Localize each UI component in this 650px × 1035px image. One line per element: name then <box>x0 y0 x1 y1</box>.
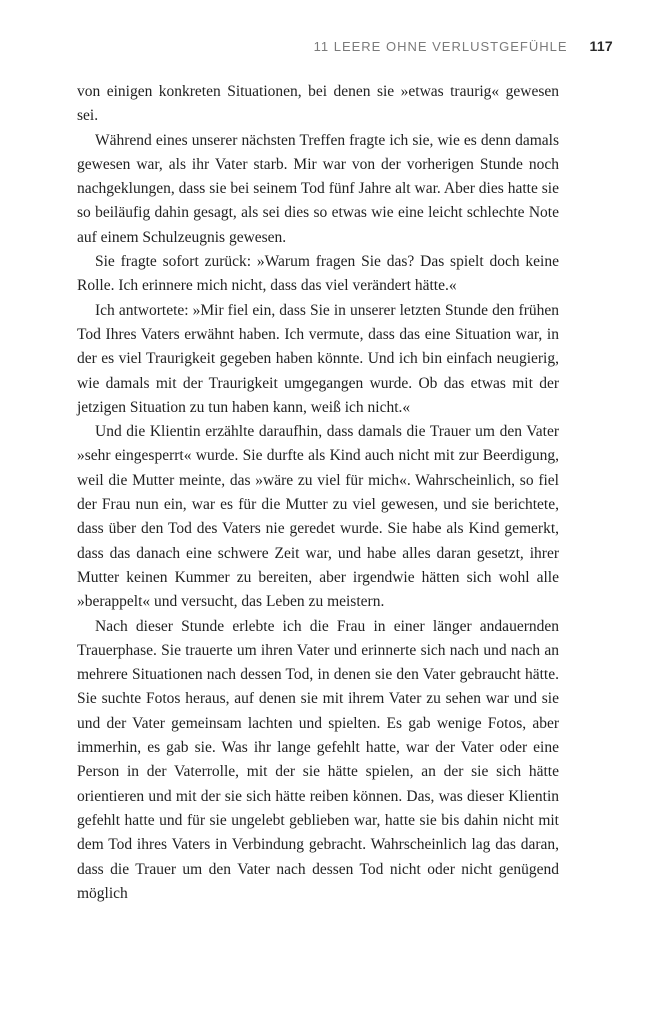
paragraph: Sie fragte sofort zurück: »Warum fragen Sie das? Das spielt doch keine Rolle. Ich erinnere mich nicht, dass das viel verändert hätte.« <box>77 253 559 295</box>
paragraph: Während eines unserer nächsten Treffen fragte ich sie, wie es denn damals gewesen war, als ihr Vater starb. Mir war von der vorherigen Stunde noch nachgeklungen, dass sie bei seinem Tod fünf Jahre alt war. Aber dies hatte sie so beiläufig dahin gesagt, als sei dies so etwas wie eine leicht schlechte Note auf einem Schulzeugnis gewesen. <box>77 131 559 246</box>
body-text <box>77 80 559 906</box>
paragraph: Ich antwortete: »Mir fiel ein, dass Sie in unserer letzten Stunde den frühen Tod Ihres Vaters erwähnt haben. Ich vermute, dass das eine Situation war, in der es viel Traurigkeit gegeben haben könnte. Und ich bin einfach neugierig, wie damals mit der Traurigkeit umgegangen wurde. Ob das etwas mit der jetzigen Situation zu tun haben kann, weiß ich nicht.« <box>77 301 559 416</box>
paragraph: Nach dieser Stunde erlebte ich die Frau in einer länger andauernden Trauerphase. Sie trauerte um ihren Vater und erinnerte sich nach und nach an mehrere Situationen nach dessen Tod, in denen sie den Vater gebraucht hätte. Sie suchte Fotos heraus, auf denen sie mit ihrem Vater zu sehen war und sie und der Vater gemeinsam lachten und spielten. Es gab wenige Fotos, aber immerhin, es gab sie. Was ihr lange gefehlt hatte, war der Vater oder eine Person in der Vaterrolle, mit der sie hätte spielen, an der sie sich hätte orientieren und mit der sie sich hätte reiben können. Das, was dieser Klientin gefehlt hatte und für sie ungelebt geblieben war, hatte sie bis dahin nicht mit dem Tod ihres Vaters in Verbindung gebracht. Wahrscheinlich lag das daran, dass die Trauer um den Vater nach dessen Tod nicht oder nicht genügend möglich <box>77 617 559 902</box>
running-head <box>314 38 613 54</box>
paragraph: Und die Klientin erzählte daraufhin, dass damals die Trauer um den Vater »sehr eingesperrt« wurde. Sie durfte als Kind auch nicht mit zur Beerdigung, weil die Mutter meinte, das »wäre zu viel für mich«. Wahrscheinlich, so fiel der Frau nun ein, war es für die Mutter zu viel gewesen, und sie berichtete, dass über den Tod des Vaters nie geredet wurde. Sie habe als Kind gemerkt, dass das danach eine schwere Zeit war, und habe alles daran gesetzt, ihrer Mutter keinen Kummer zu bereiten, aber irgendwie hätten sich wohl alle »berappelt« und versucht, das Leben zu meistern. <box>77 423 559 611</box>
paragraph: von einigen konkreten Situationen, bei denen sie »etwas traurig« gewesen sei. <box>77 83 559 125</box>
page-number: 117 <box>589 38 613 54</box>
chapter-title: 11 LEERE OHNE VERLUSTGEFÜHLE <box>313 39 568 54</box>
